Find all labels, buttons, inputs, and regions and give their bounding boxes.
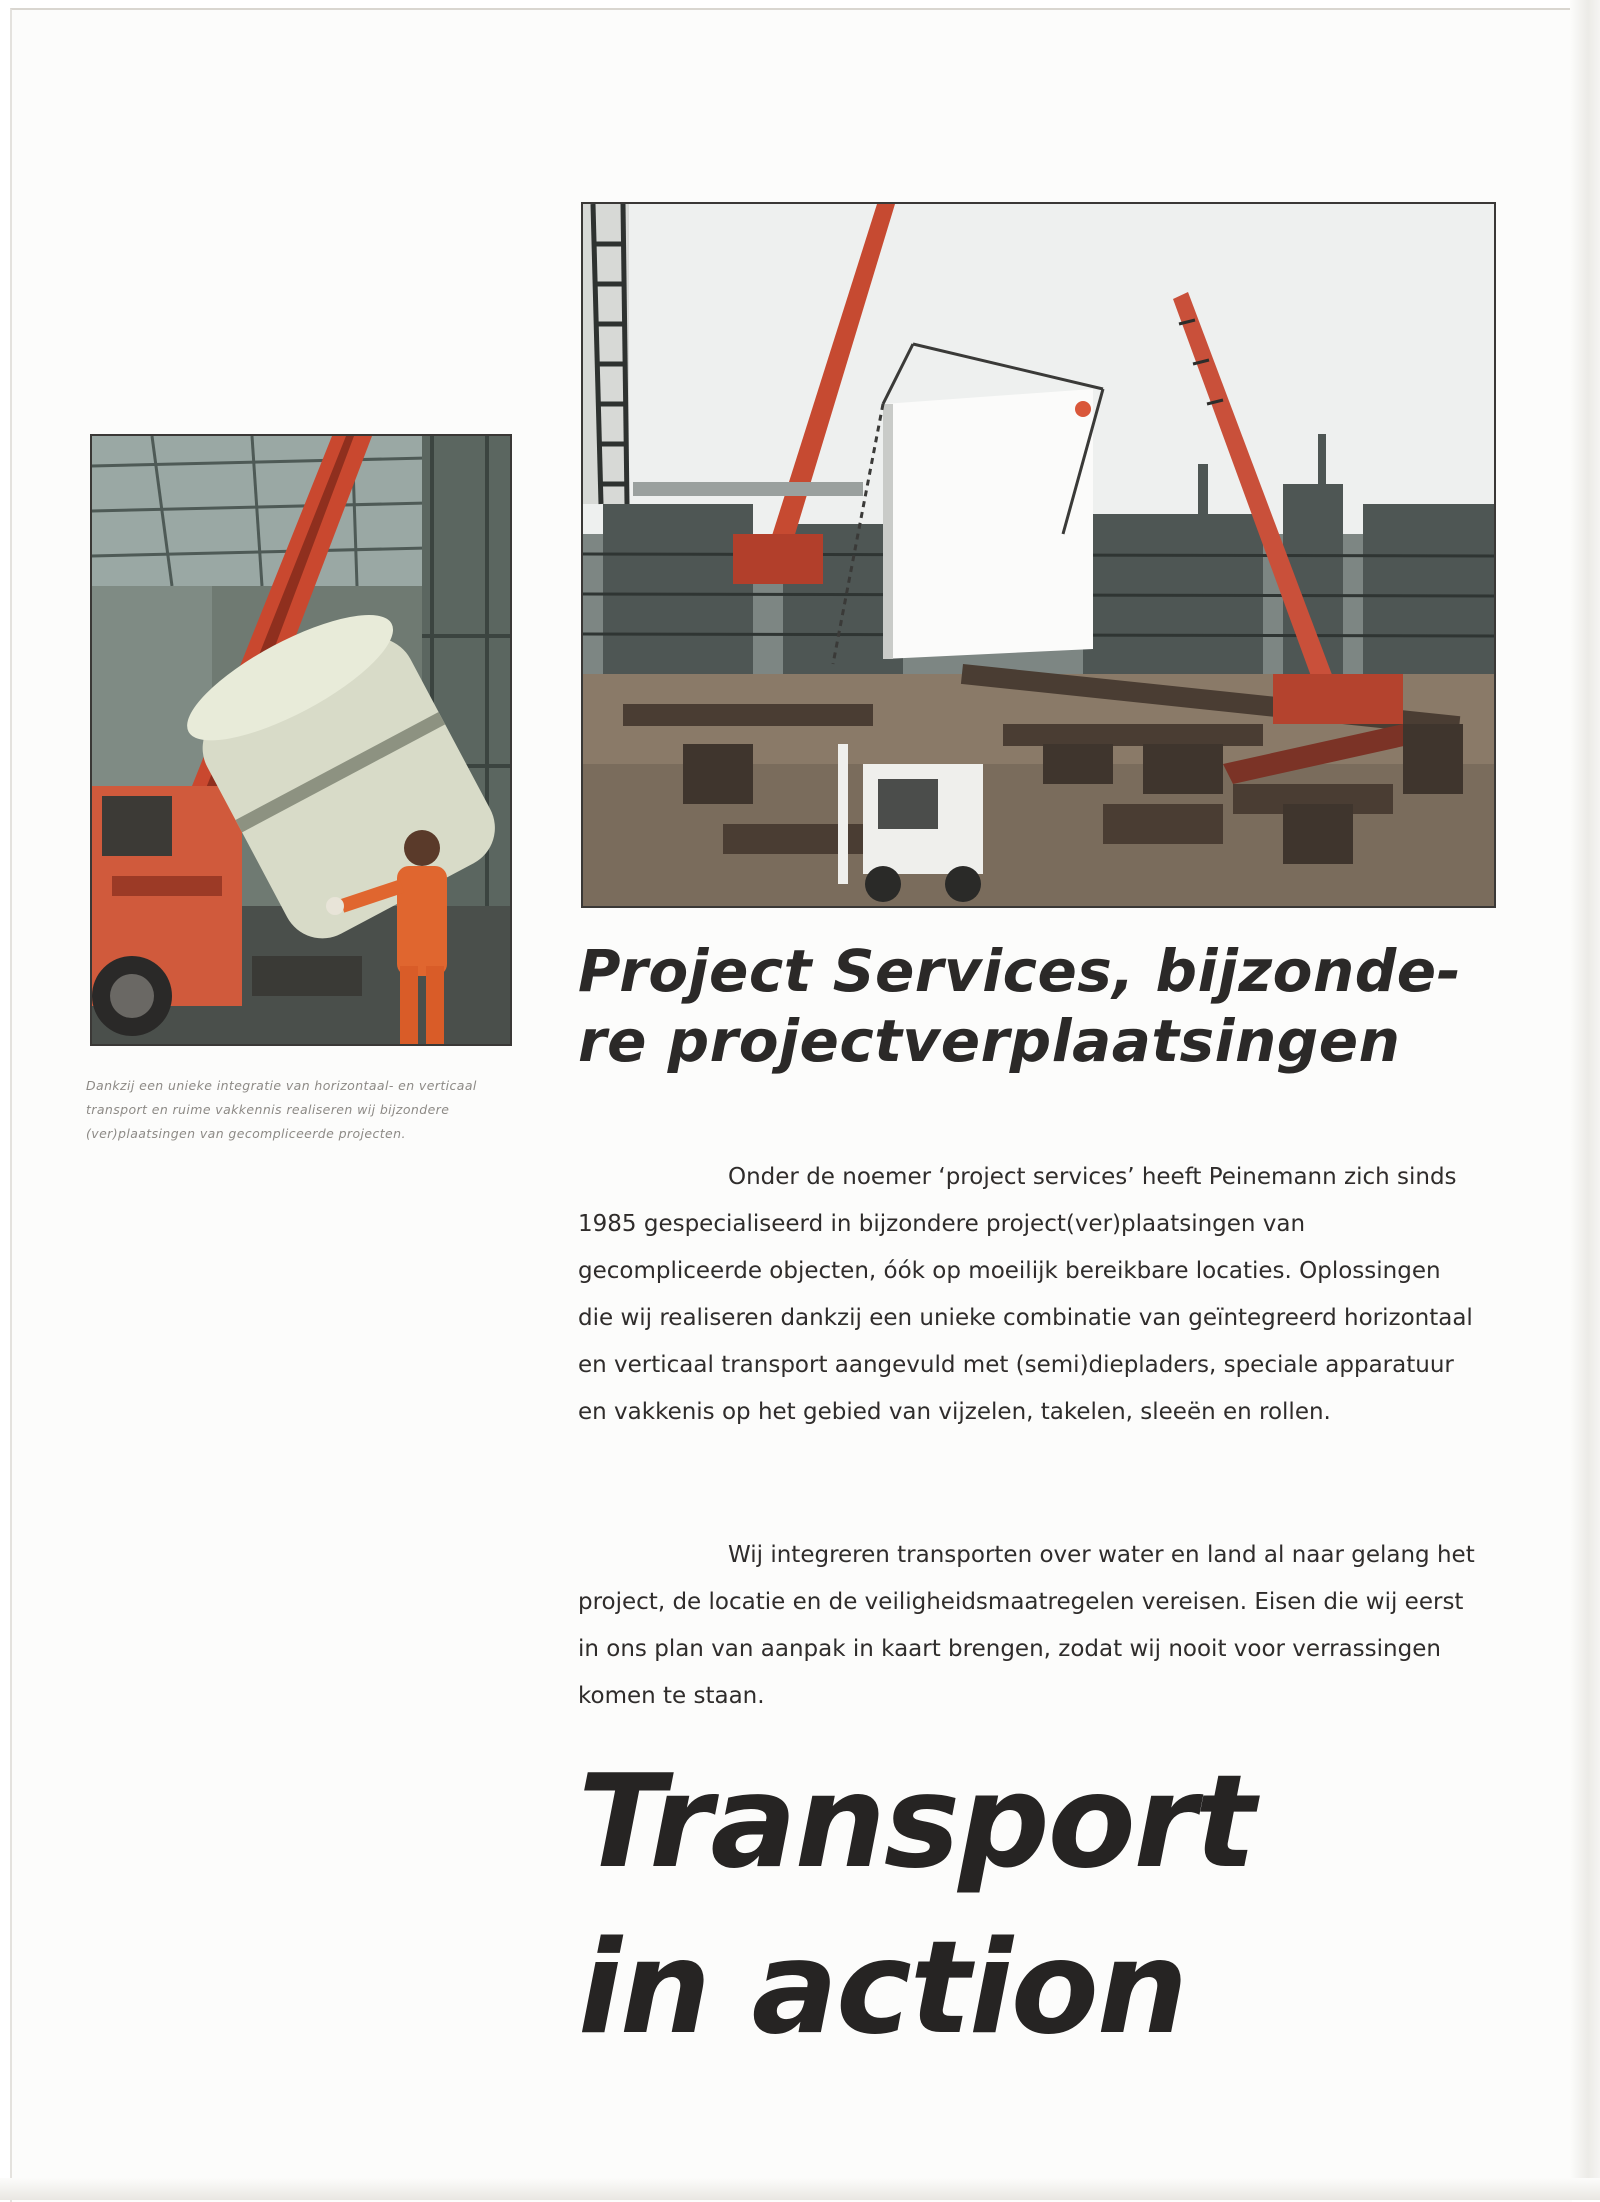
- page-edge-shadow: [1570, 0, 1600, 2200]
- photo-crane-vessel: [90, 434, 512, 1046]
- tagline-line-1: Transport: [578, 1748, 1254, 1897]
- body-paragraph-1-text: Onder de noemer ‘project services’ heeft Peinemann zich sinds 1985 gespecialiseerd in bijzondere project(ver)plaatsingen van gecompliceerde objecten, óók op moeilijk bereikbare locaties. Oplossingen die wij realiseren dankzij een unieke combinatie van geïntegreerd horizontaal en verticaal transport aangevuld met (semi)diepladers, speciale apparatuur en vakkenis op het gebied van vijzelen, takelen, sleeën en rollen.: [578, 1164, 1473, 1425]
- photo-crane-vessel-image: [92, 436, 510, 1044]
- photo-cranes-tank-image: [583, 204, 1494, 906]
- headline-line-1: Project Services, bijzonde-: [578, 937, 1462, 1005]
- page-headline: [578, 936, 1478, 1076]
- page-bottom-shadow: [0, 2178, 1600, 2200]
- tagline: [578, 1740, 1478, 2072]
- tagline-line-2: in action: [578, 1914, 1186, 2063]
- photo-cranes-tank: [581, 202, 1496, 908]
- headline-line-2: re projectverplaatsingen: [578, 1007, 1401, 1075]
- body-paragraph-2: [578, 1532, 1478, 1720]
- photo-caption: Dankzij een unieke integratie van horizontaal- en verticaal transport en ruime vakkennis realiseren wij bijzondere (ver)plaatsingen van gecompliceerde projecten.: [86, 1078, 477, 1141]
- body-paragraph-1: [578, 1154, 1478, 1436]
- body-paragraph-2-text: Wij integreren transporten over water en land al naar gelang het project, de locatie en de veiligheidsmaatregelen vereisen. Eisen die wij eerst in ons plan van aanpak in kaart brengen, zodat wij nooit voor verrassingen komen te staan.: [578, 1542, 1475, 1709]
